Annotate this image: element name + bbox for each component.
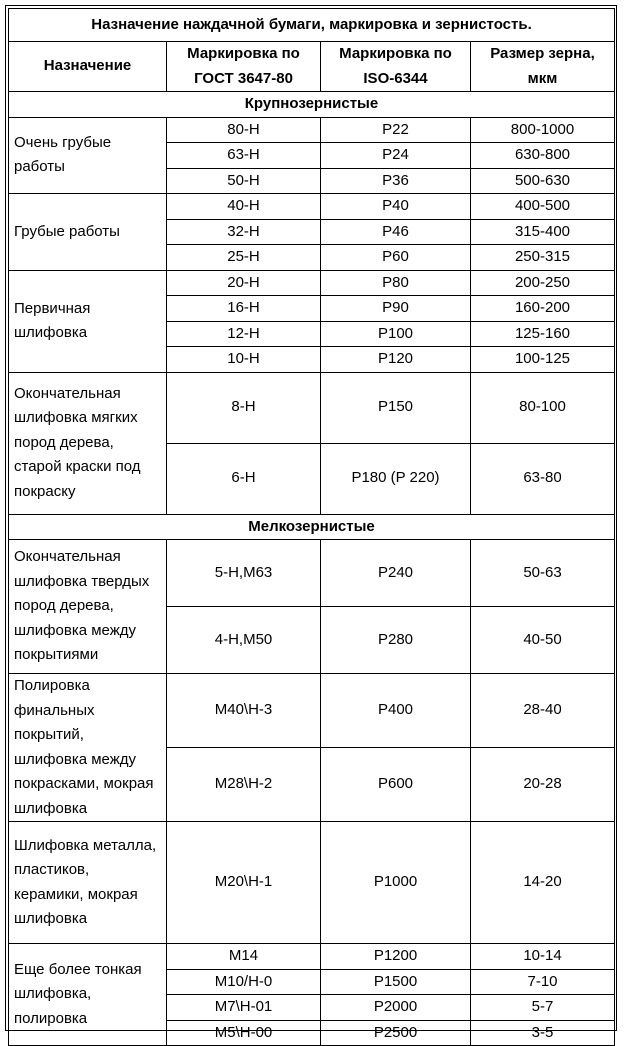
gost-cell: М7\Н-01 xyxy=(167,995,321,1021)
iso-cell: P1200 xyxy=(321,944,471,970)
grain-size-cell: 28-40 xyxy=(471,674,615,748)
table-row xyxy=(9,674,615,748)
gost-cell: 40-Н xyxy=(167,194,321,220)
iso-cell: P2000 xyxy=(321,995,471,1021)
gost-cell: М5\Н-00 xyxy=(167,1020,321,1046)
table-row xyxy=(9,117,615,143)
iso-cell: P1000 xyxy=(321,822,471,944)
grain-size-cell: 250-315 xyxy=(471,245,615,271)
gost-cell: 8-Н xyxy=(167,372,321,443)
grain-size-cell: 800-1000 xyxy=(471,117,615,143)
gost-cell: 10-Н xyxy=(167,347,321,373)
header-purpose: Назначение xyxy=(9,42,167,92)
iso-cell: P240 xyxy=(321,540,471,607)
grain-size-cell: 80-100 xyxy=(471,372,615,443)
iso-cell: P24 xyxy=(321,143,471,169)
grain-size-cell: 50-63 xyxy=(471,540,615,607)
grain-size-cell: 5-7 xyxy=(471,995,615,1021)
table-row xyxy=(9,822,615,944)
grain-size-cell: 10-14 xyxy=(471,944,615,970)
sandpaper-table xyxy=(8,8,615,1046)
table-row xyxy=(9,372,615,443)
gost-cell: 4-Н,М50 xyxy=(167,607,321,674)
iso-cell: P90 xyxy=(321,296,471,322)
grain-size-cell: 200-250 xyxy=(471,270,615,296)
gost-cell: 12-Н xyxy=(167,321,321,347)
table-title: Назначение наждачной бумаги, маркировка и зернистость. xyxy=(9,9,615,42)
purpose-cell: Грубые работы xyxy=(9,194,167,271)
header-gost: Маркировка по ГОСТ 3647-80 xyxy=(167,42,321,92)
grain-size-cell: 7-10 xyxy=(471,969,615,995)
grain-size-cell: 40-50 xyxy=(471,607,615,674)
grain-size-cell: 315-400 xyxy=(471,219,615,245)
iso-cell: P100 xyxy=(321,321,471,347)
iso-cell: P600 xyxy=(321,748,471,822)
gost-cell: М20\Н-1 xyxy=(167,822,321,944)
iso-cell: P22 xyxy=(321,117,471,143)
grain-size-cell: 63-80 xyxy=(471,443,615,514)
gost-cell: 80-Н xyxy=(167,117,321,143)
gost-cell: 32-Н xyxy=(167,219,321,245)
gost-cell: М28\Н-2 xyxy=(167,748,321,822)
purpose-cell: Шлифовка металла, пластиков, керамики, мокрая шлифовка xyxy=(9,822,167,944)
iso-cell: P80 xyxy=(321,270,471,296)
iso-cell: P150 xyxy=(321,372,471,443)
iso-cell: P2500 xyxy=(321,1020,471,1046)
table-row xyxy=(9,194,615,220)
table-body xyxy=(9,92,615,1046)
table-row xyxy=(9,540,615,607)
grain-size-cell: 160-200 xyxy=(471,296,615,322)
iso-cell: P1500 xyxy=(321,969,471,995)
iso-cell: P180 (P 220) xyxy=(321,443,471,514)
table-row xyxy=(9,944,615,970)
section-header: Крупнозернистые xyxy=(9,92,615,118)
gost-cell: 20-Н xyxy=(167,270,321,296)
grain-size-cell: 14-20 xyxy=(471,822,615,944)
gost-cell: М10/Н-0 xyxy=(167,969,321,995)
section-header: Мелкозернистые xyxy=(9,514,615,540)
gost-cell: 6-Н xyxy=(167,443,321,514)
grain-size-cell: 630-800 xyxy=(471,143,615,169)
purpose-cell: Полировка финальных покрытий, шлифовка между покрасками, мокрая шлифовка xyxy=(9,674,167,822)
iso-cell: P400 xyxy=(321,674,471,748)
grain-size-cell: 3-5 xyxy=(471,1020,615,1046)
grain-size-cell: 500-630 xyxy=(471,168,615,194)
iso-cell: P60 xyxy=(321,245,471,271)
grain-size-cell: 400-500 xyxy=(471,194,615,220)
table-row xyxy=(9,270,615,296)
gost-cell: 5-Н,М63 xyxy=(167,540,321,607)
purpose-cell: Первичная шлифовка xyxy=(9,270,167,372)
gost-cell: 16-Н xyxy=(167,296,321,322)
iso-cell: P280 xyxy=(321,607,471,674)
header-grain-size: Размер зерна, мкм xyxy=(471,42,615,92)
iso-cell: P46 xyxy=(321,219,471,245)
grain-size-cell: 20-28 xyxy=(471,748,615,822)
gost-cell: М40\Н-3 xyxy=(167,674,321,748)
gost-cell: 25-Н xyxy=(167,245,321,271)
purpose-cell: Очень грубые работы xyxy=(9,117,167,194)
purpose-cell: Еще более тонкая шлифовка, полировка xyxy=(9,944,167,1046)
iso-cell: P120 xyxy=(321,347,471,373)
purpose-cell: Окончательная шлифовка твердых пород дерева, шлифовка между покрытиями xyxy=(9,540,167,674)
grain-size-cell: 100-125 xyxy=(471,347,615,373)
header-iso: Маркировка по ISO-6344 xyxy=(321,42,471,92)
iso-cell: P40 xyxy=(321,194,471,220)
gost-cell: 50-Н xyxy=(167,168,321,194)
grain-size-cell: 125-160 xyxy=(471,321,615,347)
gost-cell: М14 xyxy=(167,944,321,970)
iso-cell: P36 xyxy=(321,168,471,194)
gost-cell: 63-Н xyxy=(167,143,321,169)
purpose-cell: Окончательная шлифовка мягких пород дерева, старой краски под покраску xyxy=(9,372,167,514)
